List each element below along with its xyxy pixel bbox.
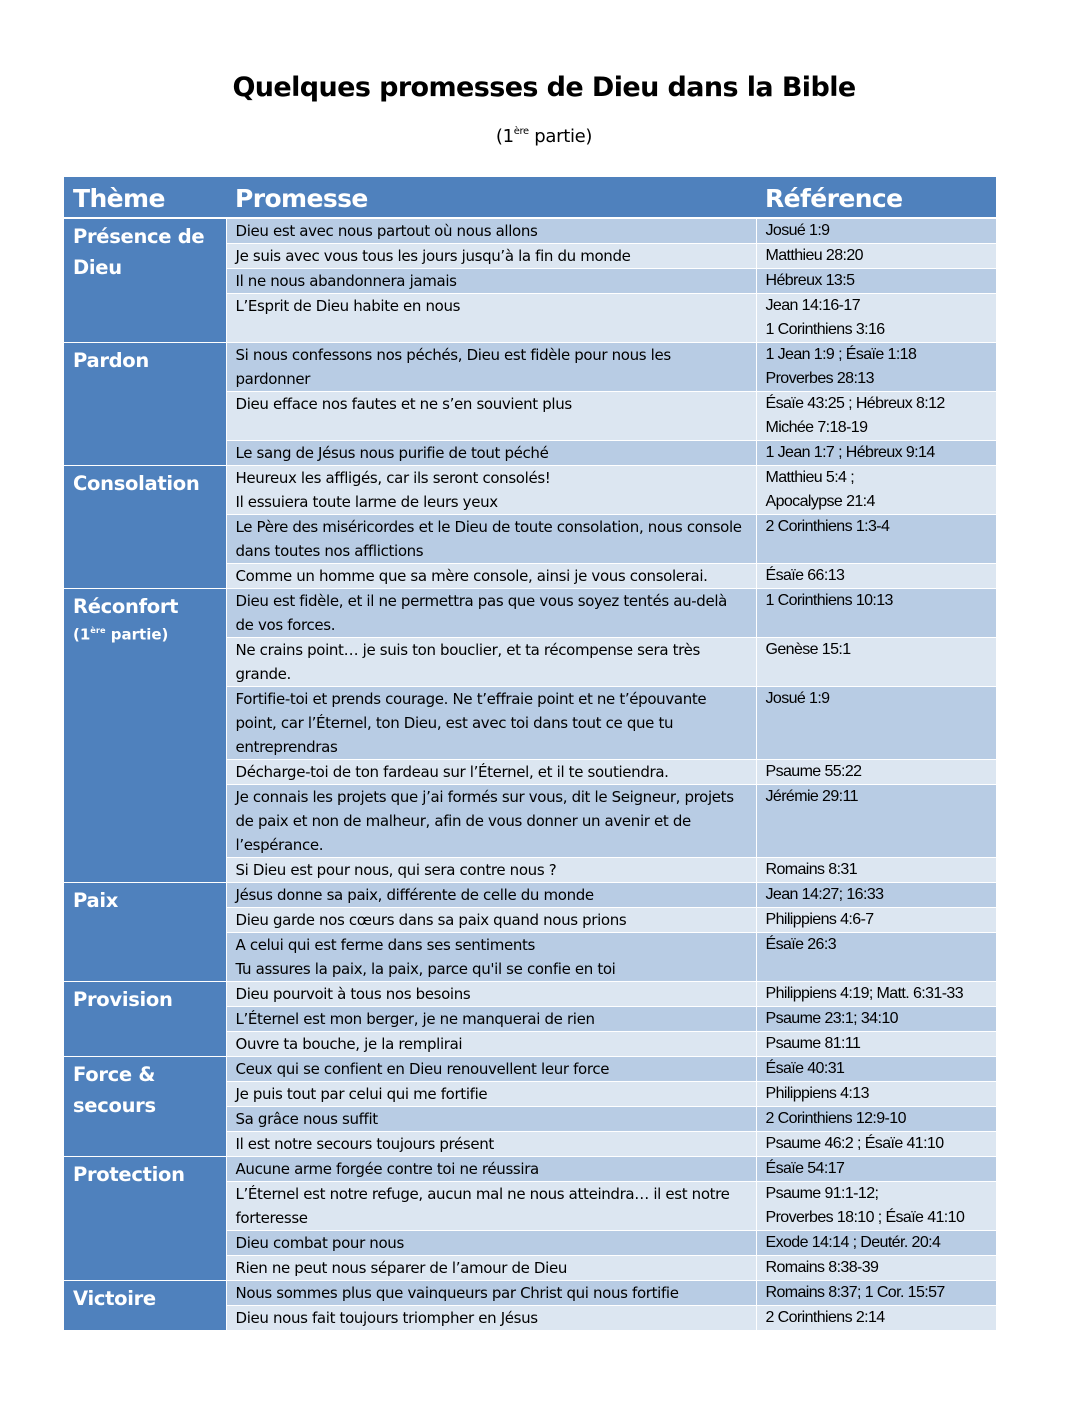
theme-label: Protection: [73, 1163, 185, 1186]
theme-cell: [64, 466, 226, 589]
reference-cell: [756, 1007, 996, 1032]
reference-cell: [756, 392, 996, 441]
reference-text: Ésaïe 66:13: [765, 567, 845, 584]
promesse-text: Ouvre ta bouche, je la remplirai: [235, 1035, 463, 1053]
table-header-row: [64, 177, 996, 218]
subtitle-superscript: ère: [513, 126, 529, 138]
promesse-text: Rien ne peut nous séparer de l’amour de Dieu: [235, 1259, 567, 1277]
promesse-text: Dieu combat pour nous: [235, 1234, 404, 1252]
reference-text: 2 Corinthiens 1:3-4: [765, 518, 890, 535]
reference-text: Matthieu 28:20: [765, 247, 863, 264]
reference-text: 2 Corinthiens 2:14: [765, 1309, 885, 1326]
table-body: [64, 218, 996, 1331]
theme-cell: [64, 1057, 226, 1157]
reference-text: Matthieu 5:4 ;: [765, 469, 855, 486]
promesse-cell: [226, 982, 756, 1007]
promesse-cell: [226, 1082, 756, 1107]
promesse-text: Si Dieu est pour nous, qui sera contre nous ?: [235, 861, 557, 879]
promesse-text: Comme un homme que sa mère console, ainsi je vous consolerai.: [235, 567, 708, 585]
promesse-cell: [226, 1231, 756, 1256]
promesse-cell: [226, 392, 756, 441]
promesse-text: Jésus donne sa paix, différente de celle du monde: [235, 886, 594, 904]
theme-cell: [64, 218, 226, 343]
theme-label: Paix: [73, 889, 118, 912]
theme-cell: [64, 1157, 226, 1281]
promesse-cell: [226, 1107, 756, 1132]
theme-cell: [64, 343, 226, 466]
reference-cell: [756, 515, 996, 564]
promesse-text: A celui qui est ferme dans ses sentiments: [235, 936, 536, 954]
theme-label: Provision: [73, 988, 173, 1011]
reference-cell: [756, 908, 996, 933]
reference-text: Ésaïe 40:31: [765, 1060, 845, 1077]
reference-text: Jérémie 29:11: [765, 788, 858, 805]
promesse-text: Dieu est fidèle, et il ne permettra pas que vous soyez tentés au-delà de vos forces.: [235, 592, 727, 634]
reference-text: Philippiens 4:6-7: [765, 911, 874, 928]
reference-text: 1 Corinthiens 3:16: [765, 321, 885, 338]
promesse-cell: [226, 244, 756, 269]
promesse-cell: [226, 1157, 756, 1182]
promesse-text: Fortifie-toi et prends courage. Ne t’effraie point et ne t’épouvante point, car l’Éternel, ton Dieu, est avec toi dans tout ce que tu entreprendras: [235, 690, 707, 756]
table-row: [64, 343, 996, 392]
reference-text: Psaume 46:2 ; Ésaïe 41:10: [765, 1135, 944, 1152]
promesse-cell: [226, 1281, 756, 1306]
reference-cell: [756, 1132, 996, 1157]
header-promesse: Promesse: [226, 177, 756, 218]
table-row: [64, 218, 996, 244]
promesse-text: Il essuiera toute larme de leurs yeux: [235, 493, 498, 511]
header-theme: Thème: [64, 177, 226, 218]
promesse-text: Tu assures la paix, la paix, parce qu'il se confie en toi: [235, 960, 616, 978]
reference-text: 1 Jean 1:9 ; Ésaïe 1:18: [765, 346, 917, 363]
promesse-text: Dieu garde nos cœurs dans sa paix quand nous prions: [235, 911, 627, 929]
reference-cell: [756, 1032, 996, 1057]
reference-text: Ésaïe 43:25 ; Hébreux 8:12: [765, 395, 945, 412]
promesse-cell: [226, 515, 756, 564]
reference-text: Psaume 55:22: [765, 763, 862, 780]
promesse-cell: [226, 858, 756, 883]
promesse-text: Dieu nous fait toujours triompher en Jésus: [235, 1309, 538, 1327]
promesse-cell: [226, 933, 756, 982]
theme-sublabel: [73, 622, 217, 643]
reference-text: Romains 8:31: [765, 861, 858, 878]
reference-text: Michée 7:18-19: [765, 419, 868, 436]
reference-cell: [756, 760, 996, 785]
reference-cell: [756, 294, 996, 343]
theme-label: Présence de Dieu: [73, 225, 205, 279]
reference-cell: [756, 589, 996, 638]
promesse-text: Si nous confessons nos péchés, Dieu est fidèle pour nous les pardonner: [235, 346, 671, 388]
promesse-cell: [226, 785, 756, 858]
table-row: [64, 466, 996, 515]
reference-cell: [756, 1082, 996, 1107]
promesse-cell: [226, 441, 756, 466]
theme-label: Pardon: [73, 349, 149, 372]
promesse-text: Il ne nous abandonnera jamais: [235, 272, 457, 290]
reference-text: Genèse 15:1: [765, 641, 851, 658]
theme-label: Force & secours: [73, 1063, 156, 1117]
reference-cell: [756, 343, 996, 392]
promesse-cell: [226, 269, 756, 294]
promesse-text: Je puis tout par celui qui me fortifie: [235, 1085, 488, 1103]
reference-text: Romains 8:38-39: [765, 1259, 879, 1276]
reference-cell: [756, 244, 996, 269]
reference-cell: [756, 1281, 996, 1306]
reference-cell: [756, 269, 996, 294]
promesse-text: Il est notre secours toujours présent: [235, 1135, 494, 1153]
reference-cell: [756, 858, 996, 883]
reference-text: Psaume 81:11: [765, 1035, 861, 1052]
promesse-cell: [226, 1057, 756, 1082]
table-row: [64, 982, 996, 1007]
page-subtitle: [0, 126, 1088, 147]
reference-cell: [756, 687, 996, 760]
reference-cell: [756, 1256, 996, 1281]
promesse-cell: [226, 218, 756, 244]
reference-cell: [756, 982, 996, 1007]
promesse-text: Dieu est avec nous partout où nous allons: [235, 222, 538, 240]
promesse-text: Le Père des miséricordes et le Dieu de toute consolation, nous console dans toutes nos afflictions: [235, 518, 742, 560]
theme-sublabel-part: partie): [105, 625, 169, 644]
promesse-cell: [226, 1007, 756, 1032]
reference-cell: [756, 883, 996, 908]
reference-text: Josué 1:9: [765, 690, 830, 707]
promesse-cell: [226, 1306, 756, 1331]
promesse-cell: [226, 564, 756, 589]
table-row: [64, 1057, 996, 1082]
promesse-text: Je connais les projets que j’ai formés sur vous, dit le Seigneur, projets de paix et non de malheur, afin de vous donner un avenir et de l’espérance.: [235, 788, 734, 854]
promesse-text: Dieu efface nos fautes et ne s’en souvient plus: [235, 395, 572, 413]
theme-cell: [64, 883, 226, 982]
table-row: [64, 1157, 996, 1182]
theme-cell: [64, 1281, 226, 1331]
promesse-text: Dieu pourvoit à tous nos besoins: [235, 985, 471, 1003]
table-row: [64, 589, 996, 638]
reference-cell: [756, 1057, 996, 1082]
reference-cell: [756, 441, 996, 466]
reference-cell: [756, 785, 996, 858]
promesse-cell: [226, 294, 756, 343]
reference-cell: [756, 564, 996, 589]
promesse-text: Ne crains point… je suis ton bouclier, et ta récompense sera très grande.: [235, 641, 700, 683]
promesse-text: Décharge-toi de ton fardeau sur l’Éternel, et il te soutiendra.: [235, 763, 669, 781]
promesse-cell: [226, 1132, 756, 1157]
theme-label: Victoire: [73, 1287, 156, 1310]
reference-cell: [756, 1107, 996, 1132]
reference-text: Jean 14:27; 16:33: [765, 886, 884, 903]
reference-text: Jean 14:16-17: [765, 297, 861, 314]
reference-cell: [756, 1306, 996, 1331]
table-row: [64, 1281, 996, 1306]
promesse-cell: [226, 638, 756, 687]
promesse-text: Le sang de Jésus nous purifie de tout péché: [235, 444, 549, 462]
promesse-text: Aucune arme forgée contre toi ne réussira: [235, 1160, 539, 1178]
theme-sublabel-part: ère: [90, 625, 106, 635]
reference-text: Proverbes 28:13: [765, 370, 874, 387]
promises-table: [64, 177, 996, 1331]
reference-cell: [756, 638, 996, 687]
promesse-text: L’Esprit de Dieu habite en nous: [235, 297, 461, 315]
promesse-cell: [226, 883, 756, 908]
promesse-text: Ceux qui se confient en Dieu renouvellent leur force: [235, 1060, 610, 1078]
promesse-cell: [226, 760, 756, 785]
page-title: Quelques promesses de Dieu dans la Bible: [232, 72, 856, 103]
promesse-cell: [226, 908, 756, 933]
reference-text: Hébreux 13:5: [765, 272, 855, 289]
promesse-text: Je suis avec vous tous les jours jusqu’à la fin du monde: [235, 247, 631, 265]
reference-text: Romains 8:37; 1 Cor. 15:57: [765, 1284, 945, 1301]
promesse-cell: [226, 343, 756, 392]
reference-text: Philippiens 4:19; Matt. 6:31-33: [765, 985, 964, 1002]
theme-cell: [64, 982, 226, 1057]
subtitle-prefix: (1: [495, 126, 514, 147]
reference-text: Psaume 91:1-12;: [765, 1185, 879, 1202]
reference-cell: [756, 1231, 996, 1256]
promesse-text: Nous sommes plus que vainqueurs par Christ qui nous fortifie: [235, 1284, 679, 1302]
reference-text: Josué 1:9: [765, 222, 830, 239]
promesse-text: Heureux les affligés, car ils seront consolés!: [235, 469, 551, 487]
reference-text: Proverbes 18:10 ; Ésaïe 41:10: [765, 1209, 965, 1226]
promesse-cell: [226, 1256, 756, 1281]
reference-cell: [756, 218, 996, 244]
subtitle-suffix: partie): [528, 126, 593, 147]
promesse-cell: [226, 466, 756, 515]
reference-text: 1 Corinthiens 10:13: [765, 592, 893, 609]
table-row: [64, 883, 996, 908]
promesse-text: L’Éternel est notre refuge, aucun mal ne nous atteindra… il est notre forteresse: [235, 1185, 730, 1227]
reference-text: Ésaïe 26:3: [765, 936, 837, 953]
theme-label: Consolation: [73, 472, 200, 495]
theme-label: Réconfort: [73, 595, 179, 618]
promesse-text: Sa grâce nous suffit: [235, 1110, 378, 1128]
promesse-cell: [226, 589, 756, 638]
reference-text: Exode 14:14 ; Deutér. 20:4: [765, 1234, 941, 1251]
reference-text: Philippiens 4:13: [765, 1085, 869, 1102]
promesse-cell: [226, 687, 756, 760]
promesse-cell: [226, 1032, 756, 1057]
promesse-cell: [226, 1182, 756, 1231]
theme-cell: [64, 589, 226, 883]
reference-cell: [756, 466, 996, 515]
header-reference: Référence: [756, 177, 996, 218]
reference-text: Ésaïe 54:17: [765, 1160, 845, 1177]
reference-text: Apocalypse 21:4: [765, 493, 875, 510]
reference-cell: [756, 1157, 996, 1182]
promesse-text: L’Éternel est mon berger, je ne manquerai de rien: [235, 1010, 595, 1028]
reference-cell: [756, 933, 996, 982]
theme-sublabel-part: (1: [73, 625, 91, 644]
reference-cell: [756, 1182, 996, 1231]
reference-text: 1 Jean 1:7 ; Hébreux 9:14: [765, 444, 935, 461]
reference-text: 2 Corinthiens 12:9-10: [765, 1110, 906, 1127]
reference-text: Psaume 23:1; 34:10: [765, 1010, 898, 1027]
